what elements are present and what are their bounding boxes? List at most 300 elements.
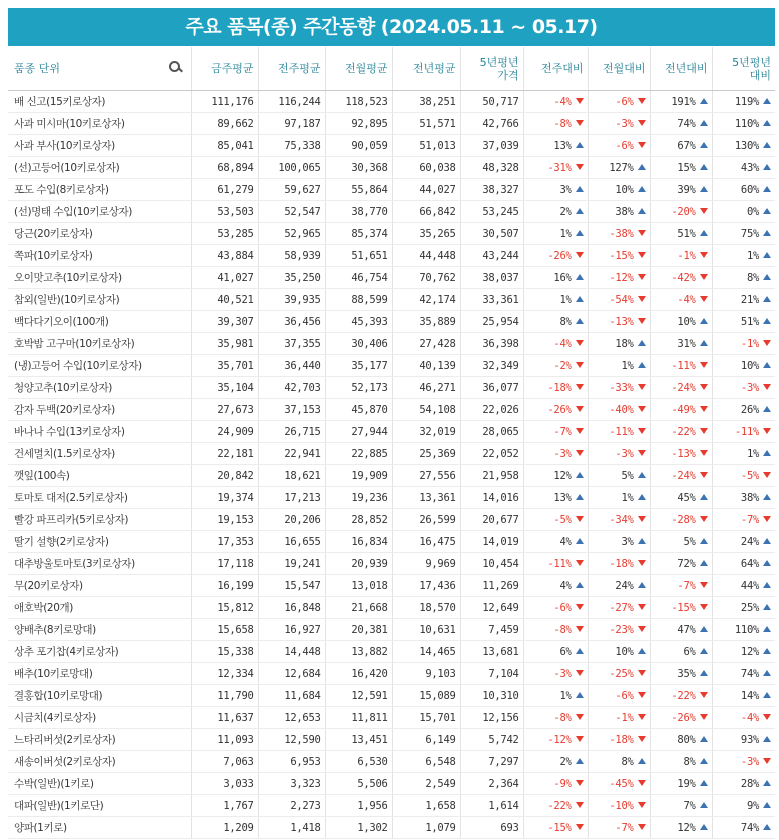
last-year-avg: 32,019	[392, 421, 460, 443]
vs-last-week	[523, 179, 588, 201]
this-week-avg: 1,767	[191, 795, 258, 817]
last-month-avg: 19,236	[325, 487, 392, 509]
last-week-avg: 42,703	[258, 377, 325, 399]
arrow-down-icon	[576, 164, 584, 170]
arrow-down-icon	[763, 714, 771, 720]
item-name: 양배추(8키로망대)	[8, 619, 191, 641]
last-week-avg: 37,355	[258, 333, 325, 355]
change-value: -6%	[615, 689, 634, 702]
vs-last-year	[650, 619, 712, 641]
change-value: -11%	[671, 359, 696, 372]
item-name: 건세멸치(1.5키로상자)	[8, 443, 191, 465]
arrow-down-icon	[700, 714, 708, 720]
table-row[interactable]	[8, 333, 775, 355]
vs-last-month	[588, 531, 650, 553]
last-year-avg: 2,549	[392, 773, 460, 795]
col-5yr-avg[interactable]	[460, 47, 523, 91]
change-value: -11%	[547, 557, 572, 570]
table-row[interactable]	[8, 157, 775, 179]
arrow-up-icon	[763, 626, 771, 632]
this-week-avg: 27,673	[191, 399, 258, 421]
table-row[interactable]	[8, 597, 775, 619]
arrow-up-icon	[700, 538, 708, 544]
change-value: 19%	[677, 777, 696, 790]
arrow-down-icon	[638, 736, 646, 742]
table-row[interactable]	[8, 267, 775, 289]
change-value: -31%	[547, 161, 572, 174]
last-year-avg: 38,251	[392, 91, 460, 113]
this-week-avg: 35,701	[191, 355, 258, 377]
last-month-avg: 51,651	[325, 245, 392, 267]
5yr-avg: 12,156	[460, 707, 523, 729]
table-row[interactable]	[8, 553, 775, 575]
5yr-avg: 30,507	[460, 223, 523, 245]
arrow-up-icon	[700, 626, 708, 632]
change-value: -54%	[609, 293, 634, 306]
change-value: -27%	[609, 601, 634, 614]
5yr-avg: 53,245	[460, 201, 523, 223]
vs-last-month	[588, 91, 650, 113]
change-value: 2%	[559, 755, 572, 768]
vs-5yr	[712, 575, 775, 597]
vs-last-year	[650, 377, 712, 399]
change-value: 1%	[746, 447, 759, 460]
vs-last-year	[650, 179, 712, 201]
arrow-down-icon	[576, 802, 584, 808]
arrow-down-icon	[638, 230, 646, 236]
header-label: 대비	[749, 68, 771, 82]
arrow-down-icon	[638, 824, 646, 830]
last-week-avg: 18,621	[258, 465, 325, 487]
vs-5yr	[712, 289, 775, 311]
change-value: 51%	[677, 227, 696, 240]
table-row[interactable]	[8, 355, 775, 377]
change-value: -3%	[740, 381, 759, 394]
arrow-up-icon	[763, 318, 771, 324]
this-week-avg: 68,894	[191, 157, 258, 179]
change-value: 28%	[740, 777, 759, 790]
change-value: -10%	[609, 799, 634, 812]
header-label: 5년평년	[479, 55, 519, 69]
table-row[interactable]	[8, 817, 775, 839]
this-week-avg: 11,637	[191, 707, 258, 729]
this-week-avg: 85,041	[191, 135, 258, 157]
change-value: 8%	[621, 755, 634, 768]
arrow-up-icon	[700, 670, 708, 676]
table-row[interactable]	[8, 377, 775, 399]
table-row[interactable]	[8, 201, 775, 223]
table-row[interactable]	[8, 179, 775, 201]
change-value: -1%	[615, 711, 634, 724]
vs-last-year	[650, 597, 712, 619]
item-name: 포도 수입(8키로상자)	[8, 179, 191, 201]
col-last-week[interactable]	[258, 47, 325, 91]
arrow-down-icon	[638, 252, 646, 258]
5yr-avg: 13,681	[460, 641, 523, 663]
last-year-avg: 15,089	[392, 685, 460, 707]
last-month-avg: 30,368	[325, 157, 392, 179]
arrow-down-icon	[638, 780, 646, 786]
table-row[interactable]	[8, 751, 775, 773]
change-value: 64%	[740, 557, 759, 570]
last-week-avg: 16,655	[258, 531, 325, 553]
table-row[interactable]	[8, 641, 775, 663]
change-value: 1%	[621, 359, 634, 372]
vs-5yr	[712, 311, 775, 333]
vs-last-year	[650, 509, 712, 531]
change-value: -22%	[671, 689, 696, 702]
last-week-avg: 15,547	[258, 575, 325, 597]
last-month-avg: 13,018	[325, 575, 392, 597]
last-week-avg: 39,935	[258, 289, 325, 311]
item-name: 새송이버섯(2키로상자)	[8, 751, 191, 773]
change-value: 6%	[559, 645, 572, 658]
last-year-avg: 18,570	[392, 597, 460, 619]
vs-5yr	[712, 333, 775, 355]
arrow-up-icon	[763, 802, 771, 808]
arrow-down-icon	[638, 802, 646, 808]
table-row[interactable]	[8, 113, 775, 135]
change-value: -8%	[553, 623, 572, 636]
vs-last-week	[523, 245, 588, 267]
item-name: 애호박(20개)	[8, 597, 191, 619]
vs-5yr	[712, 179, 775, 201]
arrow-up-icon	[700, 120, 708, 126]
5yr-avg: 14,019	[460, 531, 523, 553]
arrow-up-icon	[700, 98, 708, 104]
price-table	[8, 47, 775, 839]
arrow-up-icon	[638, 362, 646, 368]
vs-last-year	[650, 113, 712, 135]
arrow-up-icon	[763, 164, 771, 170]
arrow-down-icon	[576, 626, 584, 632]
vs-last-year	[650, 729, 712, 751]
last-year-avg: 60,038	[392, 157, 460, 179]
last-week-avg: 17,213	[258, 487, 325, 509]
5yr-avg: 42,766	[460, 113, 523, 135]
vs-5yr	[712, 377, 775, 399]
arrow-up-icon	[576, 274, 584, 280]
last-month-avg: 92,895	[325, 113, 392, 135]
arrow-up-icon	[638, 340, 646, 346]
arrow-down-icon	[638, 406, 646, 412]
arrow-up-icon	[576, 230, 584, 236]
change-value: -33%	[609, 381, 634, 394]
last-week-avg: 12,590	[258, 729, 325, 751]
last-week-avg: 52,547	[258, 201, 325, 223]
vs-last-week	[523, 707, 588, 729]
table-row[interactable]	[8, 223, 775, 245]
table-row[interactable]	[8, 289, 775, 311]
change-value: 74%	[740, 667, 759, 680]
vs-last-week	[523, 443, 588, 465]
vs-5yr	[712, 619, 775, 641]
arrow-up-icon	[638, 164, 646, 170]
arrow-down-icon	[700, 604, 708, 610]
vs-last-month	[588, 641, 650, 663]
arrow-up-icon	[763, 538, 771, 544]
change-value: 127%	[609, 161, 634, 174]
last-week-avg: 14,448	[258, 641, 325, 663]
table-header	[8, 47, 775, 91]
vs-last-week	[523, 421, 588, 443]
arrow-down-icon	[576, 362, 584, 368]
change-value: -49%	[671, 403, 696, 416]
arrow-up-icon	[576, 692, 584, 698]
vs-5yr	[712, 399, 775, 421]
vs-5yr	[712, 91, 775, 113]
5yr-avg: 36,398	[460, 333, 523, 355]
vs-last-year	[650, 531, 712, 553]
item-name: (선)고등어(10키로상자)	[8, 157, 191, 179]
vs-last-month	[588, 135, 650, 157]
arrow-down-icon	[638, 384, 646, 390]
change-value: 13%	[553, 491, 572, 504]
this-week-avg: 11,790	[191, 685, 258, 707]
table-row[interactable]	[8, 465, 775, 487]
table-row[interactable]	[8, 245, 775, 267]
vs-last-year	[650, 641, 712, 663]
vs-last-year	[650, 333, 712, 355]
vs-5yr	[712, 685, 775, 707]
last-month-avg: 30,406	[325, 333, 392, 355]
5yr-avg: 38,327	[460, 179, 523, 201]
last-month-avg: 11,811	[325, 707, 392, 729]
arrow-down-icon	[576, 428, 584, 434]
col-item-unit[interactable]	[8, 47, 191, 91]
arrow-up-icon	[763, 186, 771, 192]
table-row[interactable]	[8, 773, 775, 795]
5yr-avg: 48,328	[460, 157, 523, 179]
arrow-down-icon	[638, 604, 646, 610]
change-value: 4%	[559, 535, 572, 548]
vs-last-week	[523, 773, 588, 795]
vs-last-year	[650, 707, 712, 729]
item-name: 느타리버섯(2키로상자)	[8, 729, 191, 751]
vs-5yr	[712, 157, 775, 179]
arrow-down-icon	[576, 340, 584, 346]
col-last-year[interactable]	[392, 47, 460, 91]
table-row[interactable]	[8, 685, 775, 707]
this-week-avg: 35,981	[191, 333, 258, 355]
vs-last-year	[650, 157, 712, 179]
col-vs-last-week[interactable]	[523, 47, 588, 91]
change-value: 3%	[621, 535, 634, 548]
change-value: -8%	[553, 117, 572, 130]
this-week-avg: 20,842	[191, 465, 258, 487]
table-row[interactable]	[8, 399, 775, 421]
table-row[interactable]	[8, 311, 775, 333]
arrow-down-icon	[763, 384, 771, 390]
table-row[interactable]	[8, 575, 775, 597]
change-value: -40%	[609, 403, 634, 416]
table-row[interactable]	[8, 663, 775, 685]
vs-last-month	[588, 553, 650, 575]
5yr-avg: 7,459	[460, 619, 523, 641]
arrow-down-icon	[763, 428, 771, 434]
arrow-down-icon	[576, 604, 584, 610]
arrow-up-icon	[700, 230, 708, 236]
arrow-down-icon	[763, 472, 771, 478]
table-row[interactable]	[8, 421, 775, 443]
vs-last-month	[588, 509, 650, 531]
vs-5yr	[712, 773, 775, 795]
5yr-avg: 14,016	[460, 487, 523, 509]
last-year-avg: 27,428	[392, 333, 460, 355]
vs-last-year	[650, 465, 712, 487]
item-name: 호박밤 고구마(10키로상자)	[8, 333, 191, 355]
vs-last-year	[650, 135, 712, 157]
this-week-avg: 19,374	[191, 487, 258, 509]
table-row[interactable]	[8, 135, 775, 157]
table-row[interactable]	[8, 707, 775, 729]
item-name: 쪽파(10키로상자)	[8, 245, 191, 267]
arrow-down-icon	[700, 208, 708, 214]
vs-last-month	[588, 289, 650, 311]
last-week-avg: 16,848	[258, 597, 325, 619]
arrow-down-icon	[700, 692, 708, 698]
item-name: 딸기 설향(2키로상자)	[8, 531, 191, 553]
change-value: 8%	[746, 271, 759, 284]
table-row[interactable]	[8, 729, 775, 751]
arrow-down-icon	[638, 626, 646, 632]
last-year-avg: 54,108	[392, 399, 460, 421]
vs-last-year	[650, 817, 712, 839]
change-value: -6%	[615, 95, 634, 108]
vs-last-week	[523, 157, 588, 179]
last-year-avg: 13,361	[392, 487, 460, 509]
5yr-avg: 21,958	[460, 465, 523, 487]
arrow-up-icon	[576, 582, 584, 588]
5yr-avg: 12,649	[460, 597, 523, 619]
table-row[interactable]	[8, 619, 775, 641]
arrow-up-icon	[700, 802, 708, 808]
vs-5yr	[712, 443, 775, 465]
vs-last-year	[650, 795, 712, 817]
change-value: -1%	[677, 249, 696, 262]
last-month-avg: 118,523	[325, 91, 392, 113]
change-value: -3%	[740, 755, 759, 768]
change-value: 0%	[746, 205, 759, 218]
table-row[interactable]	[8, 795, 775, 817]
arrow-down-icon	[700, 428, 708, 434]
last-year-avg: 1,079	[392, 817, 460, 839]
arrow-up-icon	[763, 494, 771, 500]
last-month-avg: 55,864	[325, 179, 392, 201]
item-name: 빨강 파프리카(5키로상자)	[8, 509, 191, 531]
col-vs-last-month[interactable]	[588, 47, 650, 91]
change-value: -6%	[615, 139, 634, 152]
item-name: (냉)고등어 수입(10키로상자)	[8, 355, 191, 377]
last-month-avg: 20,939	[325, 553, 392, 575]
arrow-down-icon	[700, 296, 708, 302]
col-last-month[interactable]	[325, 47, 392, 91]
arrow-up-icon	[763, 604, 771, 610]
change-value: 10%	[615, 645, 634, 658]
arrow-up-icon	[576, 494, 584, 500]
table-row[interactable]	[8, 531, 775, 553]
col-this-week[interactable]	[191, 47, 258, 91]
arrow-down-icon	[700, 362, 708, 368]
table-row[interactable]	[8, 443, 775, 465]
arrow-down-icon	[576, 406, 584, 412]
item-name: 감자 두백(20키로상자)	[8, 399, 191, 421]
last-year-avg: 51,013	[392, 135, 460, 157]
5yr-avg: 7,104	[460, 663, 523, 685]
arrow-up-icon	[763, 98, 771, 104]
arrow-up-icon	[638, 648, 646, 654]
vs-last-month	[588, 113, 650, 135]
change-value: 31%	[677, 337, 696, 350]
change-value: -13%	[609, 315, 634, 328]
change-value: 24%	[740, 535, 759, 548]
change-value: 2%	[559, 205, 572, 218]
col-vs-last-year[interactable]	[650, 47, 712, 91]
vs-last-month	[588, 465, 650, 487]
this-week-avg: 89,662	[191, 113, 258, 135]
change-value: -34%	[609, 513, 634, 526]
change-value: 51%	[740, 315, 759, 328]
change-value: -15%	[609, 249, 634, 262]
vs-last-week	[523, 817, 588, 839]
5yr-avg: 32,349	[460, 355, 523, 377]
change-value: -9%	[553, 777, 572, 790]
arrow-up-icon	[763, 230, 771, 236]
arrow-up-icon	[700, 142, 708, 148]
last-year-avg: 42,174	[392, 289, 460, 311]
5yr-avg: 20,677	[460, 509, 523, 531]
last-month-avg: 19,909	[325, 465, 392, 487]
this-week-avg: 15,338	[191, 641, 258, 663]
this-week-avg: 41,027	[191, 267, 258, 289]
this-week-avg: 24,909	[191, 421, 258, 443]
col-vs-5yr[interactable]	[712, 47, 775, 91]
vs-last-year	[650, 201, 712, 223]
5yr-avg: 693	[460, 817, 523, 839]
vs-last-week	[523, 377, 588, 399]
last-year-avg: 10,631	[392, 619, 460, 641]
arrow-down-icon	[576, 450, 584, 456]
table-row[interactable]	[8, 487, 775, 509]
table-row[interactable]	[8, 91, 775, 113]
last-week-avg: 3,323	[258, 773, 325, 795]
arrow-down-icon	[638, 274, 646, 280]
vs-last-month	[588, 333, 650, 355]
arrow-up-icon	[700, 340, 708, 346]
arrow-up-icon	[576, 538, 584, 544]
vs-5yr	[712, 597, 775, 619]
arrow-down-icon	[638, 428, 646, 434]
table-row[interactable]	[8, 509, 775, 531]
5yr-avg: 1,614	[460, 795, 523, 817]
change-value: -22%	[547, 799, 572, 812]
arrow-down-icon	[638, 296, 646, 302]
last-week-avg: 2,273	[258, 795, 325, 817]
change-value: 130%	[734, 139, 759, 152]
search-icon[interactable]	[169, 61, 181, 73]
vs-last-month	[588, 355, 650, 377]
item-name: 대파(일반)(1키로단)	[8, 795, 191, 817]
change-value: -7%	[677, 579, 696, 592]
last-month-avg: 27,944	[325, 421, 392, 443]
vs-last-week	[523, 333, 588, 355]
5yr-avg: 37,039	[460, 135, 523, 157]
arrow-up-icon	[763, 560, 771, 566]
arrow-down-icon	[700, 252, 708, 258]
arrow-down-icon	[576, 824, 584, 830]
item-name: 대추방울토마토(3키로상자)	[8, 553, 191, 575]
change-value: -4%	[553, 337, 572, 350]
